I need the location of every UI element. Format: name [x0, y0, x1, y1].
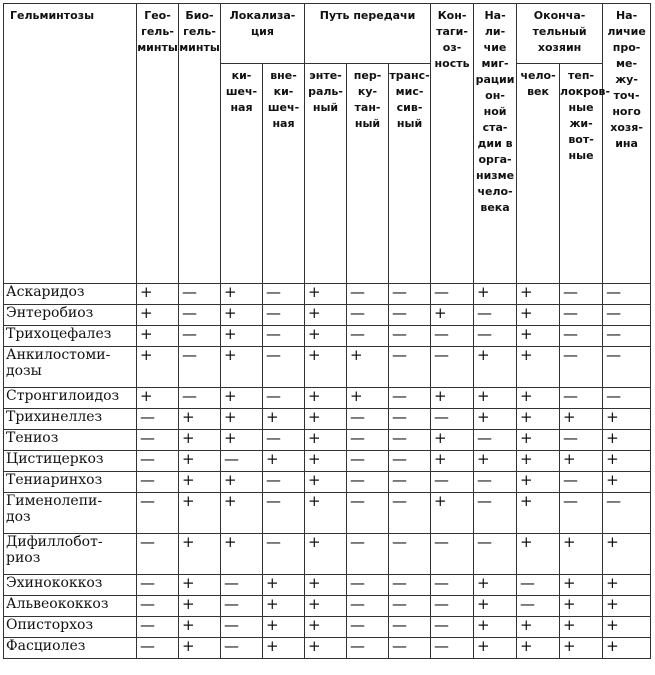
disease-name: Дифиллобот- риоз [4, 534, 137, 575]
mark-cell: + [603, 430, 651, 451]
mark-cell: + [474, 638, 517, 659]
mark-cell: + [179, 617, 221, 638]
mark-cell: + [263, 575, 305, 596]
mark-cell: — [137, 430, 179, 451]
mark-cell: + [179, 493, 221, 534]
mark-cell: — [347, 575, 389, 596]
mark-cell: + [517, 326, 560, 347]
mark-cell: + [517, 472, 560, 493]
mark-cell: — [389, 534, 431, 575]
mark-cell: — [431, 409, 474, 430]
disease-name: Гименолепи- доз [4, 493, 137, 534]
mark-cell: — [389, 451, 431, 472]
mark-cell: — [560, 388, 603, 409]
mark-cell: — [263, 534, 305, 575]
mark-cell: + [263, 596, 305, 617]
disease-name: Тениаринхоз [4, 472, 137, 493]
mark-cell: + [603, 451, 651, 472]
mark-cell: — [389, 575, 431, 596]
mark-cell: + [179, 451, 221, 472]
mark-cell: + [137, 284, 179, 305]
mark-cell: — [347, 409, 389, 430]
mark-cell: + [305, 596, 347, 617]
mark-cell: — [347, 596, 389, 617]
mark-cell: + [517, 409, 560, 430]
mark-cell: — [431, 638, 474, 659]
mark-cell: — [263, 284, 305, 305]
mark-cell: — [474, 430, 517, 451]
mark-cell: + [221, 472, 263, 493]
mark-cell: — [389, 388, 431, 409]
mark-cell: + [305, 430, 347, 451]
mark-cell: + [305, 493, 347, 534]
mark-cell: — [347, 472, 389, 493]
mark-cell: + [305, 388, 347, 409]
mark-cell: — [263, 430, 305, 451]
mark-cell: + [517, 284, 560, 305]
mark-cell: — [179, 284, 221, 305]
mark-cell: — [389, 596, 431, 617]
disease-name: Фасциолез [4, 638, 137, 659]
table-row [4, 638, 651, 659]
mark-cell: — [474, 534, 517, 575]
mark-cell: — [347, 638, 389, 659]
mark-cell: + [179, 409, 221, 430]
mark-cell: + [179, 430, 221, 451]
mark-cell: — [179, 326, 221, 347]
helminthiasis-table-container [3, 3, 650, 659]
mark-cell: + [474, 596, 517, 617]
mark-cell: + [474, 451, 517, 472]
header-contagiousness: Кон- таги- оз- ность [431, 4, 474, 284]
mark-cell: + [179, 575, 221, 596]
disease-name: Аскаридоз [4, 284, 137, 305]
mark-cell: — [137, 409, 179, 430]
mark-cell: — [389, 472, 431, 493]
table-row [4, 409, 651, 430]
mark-cell: + [305, 472, 347, 493]
mark-cell: + [347, 347, 389, 388]
mark-cell: + [305, 451, 347, 472]
mark-cell: — [137, 596, 179, 617]
mark-cell: + [305, 409, 347, 430]
table-row [4, 534, 651, 575]
header-extraintestinal: вне- ки- шеч- ная [263, 64, 305, 284]
mark-cell: + [517, 638, 560, 659]
mark-cell: — [263, 347, 305, 388]
disease-name: Цистицеркоз [4, 451, 137, 472]
mark-cell: + [221, 388, 263, 409]
mark-cell: + [305, 534, 347, 575]
mark-cell: + [263, 638, 305, 659]
header-localization: Локализа- ция [221, 4, 305, 64]
mark-cell: — [431, 326, 474, 347]
mark-cell: — [603, 388, 651, 409]
mark-cell: — [347, 534, 389, 575]
mark-cell: + [560, 638, 603, 659]
mark-cell: + [179, 534, 221, 575]
header-percutaneous: пер- ку- тан- ный [347, 64, 389, 284]
mark-cell: + [474, 617, 517, 638]
mark-cell: + [221, 347, 263, 388]
mark-cell: + [137, 305, 179, 326]
mark-cell: + [347, 388, 389, 409]
mark-cell: + [560, 451, 603, 472]
mark-cell: — [389, 430, 431, 451]
table-row [4, 430, 651, 451]
mark-cell: + [560, 534, 603, 575]
mark-cell: + [263, 617, 305, 638]
mark-cell: + [221, 284, 263, 305]
mark-cell: — [431, 596, 474, 617]
mark-cell: + [305, 617, 347, 638]
mark-cell: — [137, 451, 179, 472]
mark-cell: — [179, 305, 221, 326]
header-geohelminths: Гео- гель- минты [137, 4, 179, 284]
mark-cell: — [263, 493, 305, 534]
mark-cell: + [305, 347, 347, 388]
mark-cell: + [474, 347, 517, 388]
mark-cell: + [305, 305, 347, 326]
disease-name: Описторхоз [4, 617, 137, 638]
mark-cell: + [431, 493, 474, 534]
mark-cell: + [305, 284, 347, 305]
mark-cell: + [474, 284, 517, 305]
mark-cell: — [347, 430, 389, 451]
table-row [4, 326, 651, 347]
mark-cell: — [137, 534, 179, 575]
mark-cell: — [474, 326, 517, 347]
mark-cell: — [347, 284, 389, 305]
mark-cell: — [603, 284, 651, 305]
header-transmissive: транс- мис- сив- ный [389, 64, 431, 284]
mark-cell: — [137, 617, 179, 638]
mark-cell: + [221, 430, 263, 451]
mark-cell: + [305, 638, 347, 659]
mark-cell: + [474, 388, 517, 409]
mark-cell: — [560, 493, 603, 534]
mark-cell: + [603, 575, 651, 596]
mark-cell: — [221, 575, 263, 596]
mark-cell: + [474, 575, 517, 596]
table-body [4, 284, 651, 659]
disease-name: Тениоз [4, 430, 137, 451]
mark-cell: + [431, 388, 474, 409]
mark-cell: — [179, 388, 221, 409]
mark-cell: — [603, 326, 651, 347]
mark-cell: — [137, 472, 179, 493]
table-row [4, 596, 651, 617]
mark-cell: — [179, 347, 221, 388]
mark-cell: — [474, 472, 517, 493]
mark-cell: — [389, 305, 431, 326]
mark-cell: + [560, 575, 603, 596]
table-header [4, 4, 651, 284]
mark-cell: + [221, 409, 263, 430]
disease-name: Альвеококкоз [4, 596, 137, 617]
mark-cell: + [263, 451, 305, 472]
table-row [4, 493, 651, 534]
mark-cell: — [517, 596, 560, 617]
mark-cell: + [179, 472, 221, 493]
mark-cell: + [431, 305, 474, 326]
mark-cell: — [560, 430, 603, 451]
disease-name: Стронгилоидоз [4, 388, 137, 409]
mark-cell: — [474, 493, 517, 534]
mark-cell: — [221, 451, 263, 472]
mark-cell: — [263, 305, 305, 326]
mark-cell: + [431, 430, 474, 451]
mark-cell: + [305, 575, 347, 596]
header-definitive-host: Оконча- тельный хозяин [517, 4, 603, 64]
mark-cell: — [431, 472, 474, 493]
header-migration: На- ли- чие миг- рации он- ной ста- дии в орга- низме чело- века [474, 4, 517, 284]
mark-cell: — [474, 305, 517, 326]
mark-cell: + [305, 326, 347, 347]
mark-cell: + [603, 596, 651, 617]
mark-cell: + [179, 596, 221, 617]
table-row [4, 284, 651, 305]
mark-cell: + [137, 326, 179, 347]
mark-cell: — [560, 472, 603, 493]
disease-name: Анкилостоми- дозы [4, 347, 137, 388]
mark-cell: — [221, 596, 263, 617]
mark-cell: — [137, 493, 179, 534]
header-warm-blooded: теп- локров- ные жи- вот- ные [560, 64, 603, 284]
mark-cell: + [517, 347, 560, 388]
header-enteral: энте- раль- ный [305, 64, 347, 284]
mark-cell: + [560, 596, 603, 617]
mark-cell: — [263, 472, 305, 493]
mark-cell: + [603, 617, 651, 638]
mark-cell: — [347, 451, 389, 472]
mark-cell: — [389, 409, 431, 430]
mark-cell: — [560, 305, 603, 326]
mark-cell: — [431, 575, 474, 596]
mark-cell: + [431, 451, 474, 472]
mark-cell: + [263, 409, 305, 430]
mark-cell: — [347, 305, 389, 326]
mark-cell: + [603, 472, 651, 493]
mark-cell: — [389, 493, 431, 534]
mark-cell: + [221, 493, 263, 534]
mark-cell: — [389, 617, 431, 638]
mark-cell: + [517, 534, 560, 575]
disease-name: Эхинококкоз [4, 575, 137, 596]
header-intestinal: ки- шеч- ная [221, 64, 263, 284]
disease-name: Трихоцефалез [4, 326, 137, 347]
mark-cell: + [474, 409, 517, 430]
table-row [4, 575, 651, 596]
mark-cell: — [137, 638, 179, 659]
mark-cell: — [603, 305, 651, 326]
mark-cell: — [560, 284, 603, 305]
mark-cell: — [603, 493, 651, 534]
mark-cell: — [517, 575, 560, 596]
mark-cell: — [221, 638, 263, 659]
table-row [4, 472, 651, 493]
mark-cell: — [347, 326, 389, 347]
mark-cell: + [517, 388, 560, 409]
mark-cell: + [221, 326, 263, 347]
mark-cell: + [221, 534, 263, 575]
helminthiasis-table [3, 3, 651, 659]
mark-cell: — [389, 347, 431, 388]
mark-cell: — [347, 617, 389, 638]
table-row [4, 347, 651, 388]
table-row [4, 617, 651, 638]
disease-name: Энтеробиоз [4, 305, 137, 326]
mark-cell: + [517, 305, 560, 326]
mark-cell: — [389, 326, 431, 347]
mark-cell: — [389, 638, 431, 659]
mark-cell: — [347, 493, 389, 534]
mark-cell: — [431, 347, 474, 388]
mark-cell: — [221, 617, 263, 638]
mark-cell: — [263, 326, 305, 347]
mark-cell: + [560, 409, 603, 430]
header-disease: Гельминтозы [4, 4, 137, 284]
mark-cell: — [560, 347, 603, 388]
mark-cell: + [603, 534, 651, 575]
mark-cell: — [263, 388, 305, 409]
mark-cell: + [603, 409, 651, 430]
mark-cell: + [517, 493, 560, 534]
table-row [4, 451, 651, 472]
mark-cell: — [560, 326, 603, 347]
table-row [4, 388, 651, 409]
mark-cell: + [603, 638, 651, 659]
mark-cell: + [560, 617, 603, 638]
header-intermediate-host: На- личие про- ме- жу- точ- ного хозя- ина [603, 4, 651, 284]
header-human: чело- век [517, 64, 560, 284]
mark-cell: + [137, 347, 179, 388]
mark-cell: + [221, 305, 263, 326]
header-transmission: Путь передачи [305, 4, 431, 64]
mark-cell: + [517, 617, 560, 638]
mark-cell: — [137, 575, 179, 596]
mark-cell: — [431, 617, 474, 638]
mark-cell: — [431, 534, 474, 575]
mark-cell: — [603, 347, 651, 388]
mark-cell: + [517, 430, 560, 451]
mark-cell: + [179, 638, 221, 659]
disease-name: Трихинеллез [4, 409, 137, 430]
mark-cell: — [431, 284, 474, 305]
mark-cell: — [389, 284, 431, 305]
header-biohelminths: Био- гель- минты [179, 4, 221, 284]
mark-cell: + [137, 388, 179, 409]
table-row [4, 305, 651, 326]
mark-cell: + [517, 451, 560, 472]
